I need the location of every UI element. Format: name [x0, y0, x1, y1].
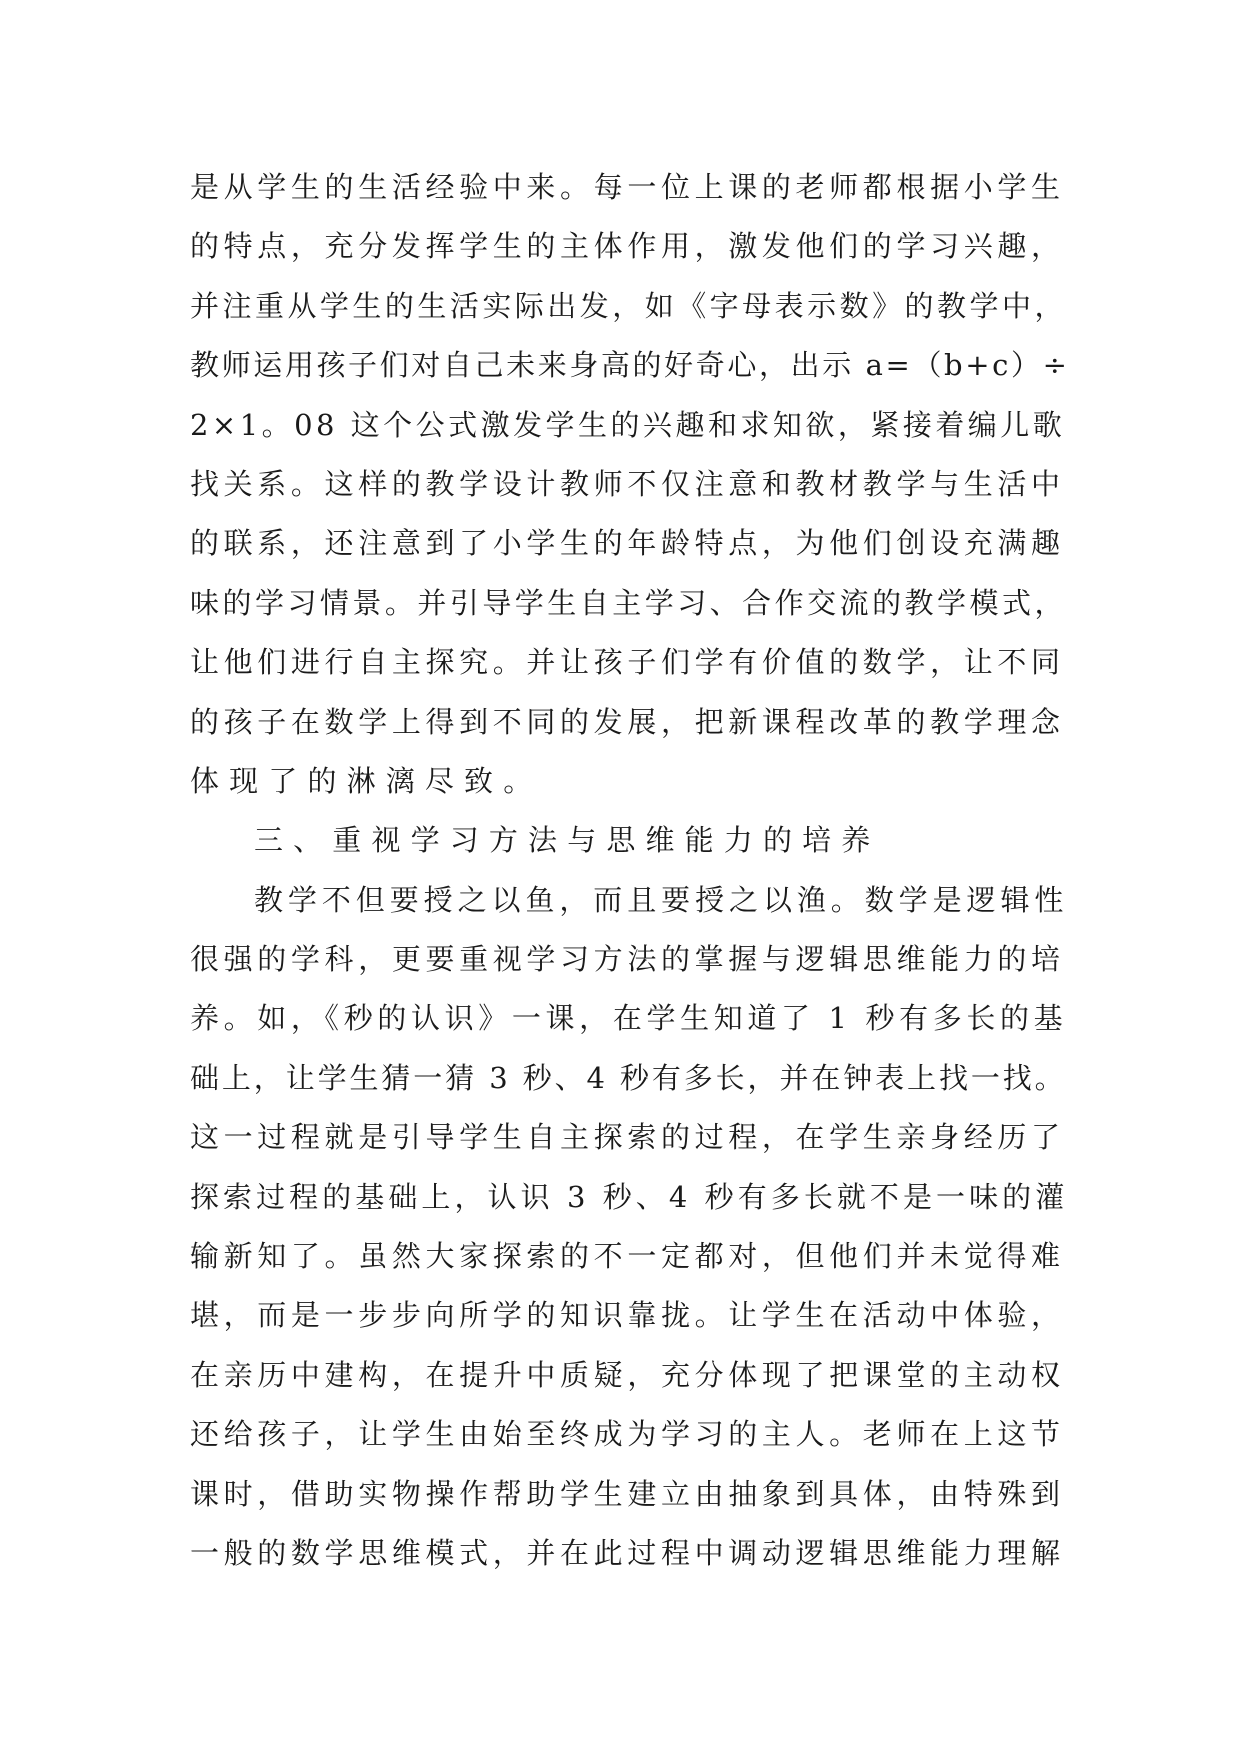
text-line: 2×1。08 这个公式激发学生的兴趣和求知欲，紧接着编儿歌 — [190, 407, 1066, 442]
text-line: 味的学习情景。并引导学生自主学习、合作交流的教学模式， — [190, 585, 1067, 620]
text-line: 一般的数学思维模式，并在此过程中调动逻辑思维能力理解 — [190, 1535, 1065, 1570]
text-line: 输新知了。虽然大家探索的不一定都对，但他们并未觉得难 — [190, 1239, 1065, 1274]
text-line: 体现了的淋漓尽致。 — [190, 763, 543, 798]
text-line: 教师运用孩子们对自己未来身高的好奇心，出示 a=（b+c）÷ — [190, 348, 1070, 383]
text-line: 还给孩子，让学生由始至终成为学习的主人。老师在上这节 — [190, 1417, 1065, 1452]
text-line: 课时，借助实物操作帮助学生建立由抽象到具体，由特殊到 — [190, 1476, 1065, 1511]
text-line: 探索过程的基础上，认识 3 秒、4 秒有多长就不是一味的灌 — [190, 1179, 1069, 1214]
text-line: 堪，而是一步步向所学的知识靠拢。让学生在活动中体验， — [190, 1298, 1065, 1333]
text-line: 是从学生的生活经验中来。每一位上课的老师都根据小学生 — [190, 170, 1065, 204]
text-line: 础上，让学生猜一猜 3 秒、4 秒有多长，并在钟表上找一找。 — [190, 1060, 1067, 1095]
text-line: 并注重从学生的生活实际出发，如《字母表示数》的教学中， — [190, 288, 1067, 323]
text-line: 很强的学科，更要重视学习方法的掌握与逻辑思维能力的培 — [190, 942, 1065, 977]
text-line: 在亲历中建构，在提升中质疑，充分体现了把课堂的主动权 — [190, 1357, 1065, 1392]
section-heading: 三、重视学习方法与思维能力的培养 — [254, 823, 881, 858]
text-line: 养。如，《秒的认识》一课，在学生知道了 1 秒有多长的基 — [190, 1001, 1068, 1036]
text-line: 的特点，充分发挥学生的主体作用，激发他们的学习兴趣， — [190, 229, 1065, 264]
document-body — [190, 158, 1070, 1583]
text-line: 的孩子在数学上得到不同的发展，把新课程改革的教学理念 — [190, 704, 1065, 739]
text-line: 找关系。这样的教学设计教师不仅注意和教材教学与生活中 — [190, 466, 1065, 501]
text-line: 让他们进行自主探究。并让孩子们学有价值的数学，让不同 — [190, 645, 1065, 680]
paragraph-first-line: 教学不但要授之以鱼，而且要授之以渔。数学是逻辑性 — [254, 882, 1069, 917]
text-line: 这一过程就是引导学生自主探索的过程，在学生亲身经历了 — [190, 1120, 1065, 1155]
text-line: 的联系，还注意到了小学生的年龄特点，为他们创设充满趣 — [190, 526, 1065, 561]
